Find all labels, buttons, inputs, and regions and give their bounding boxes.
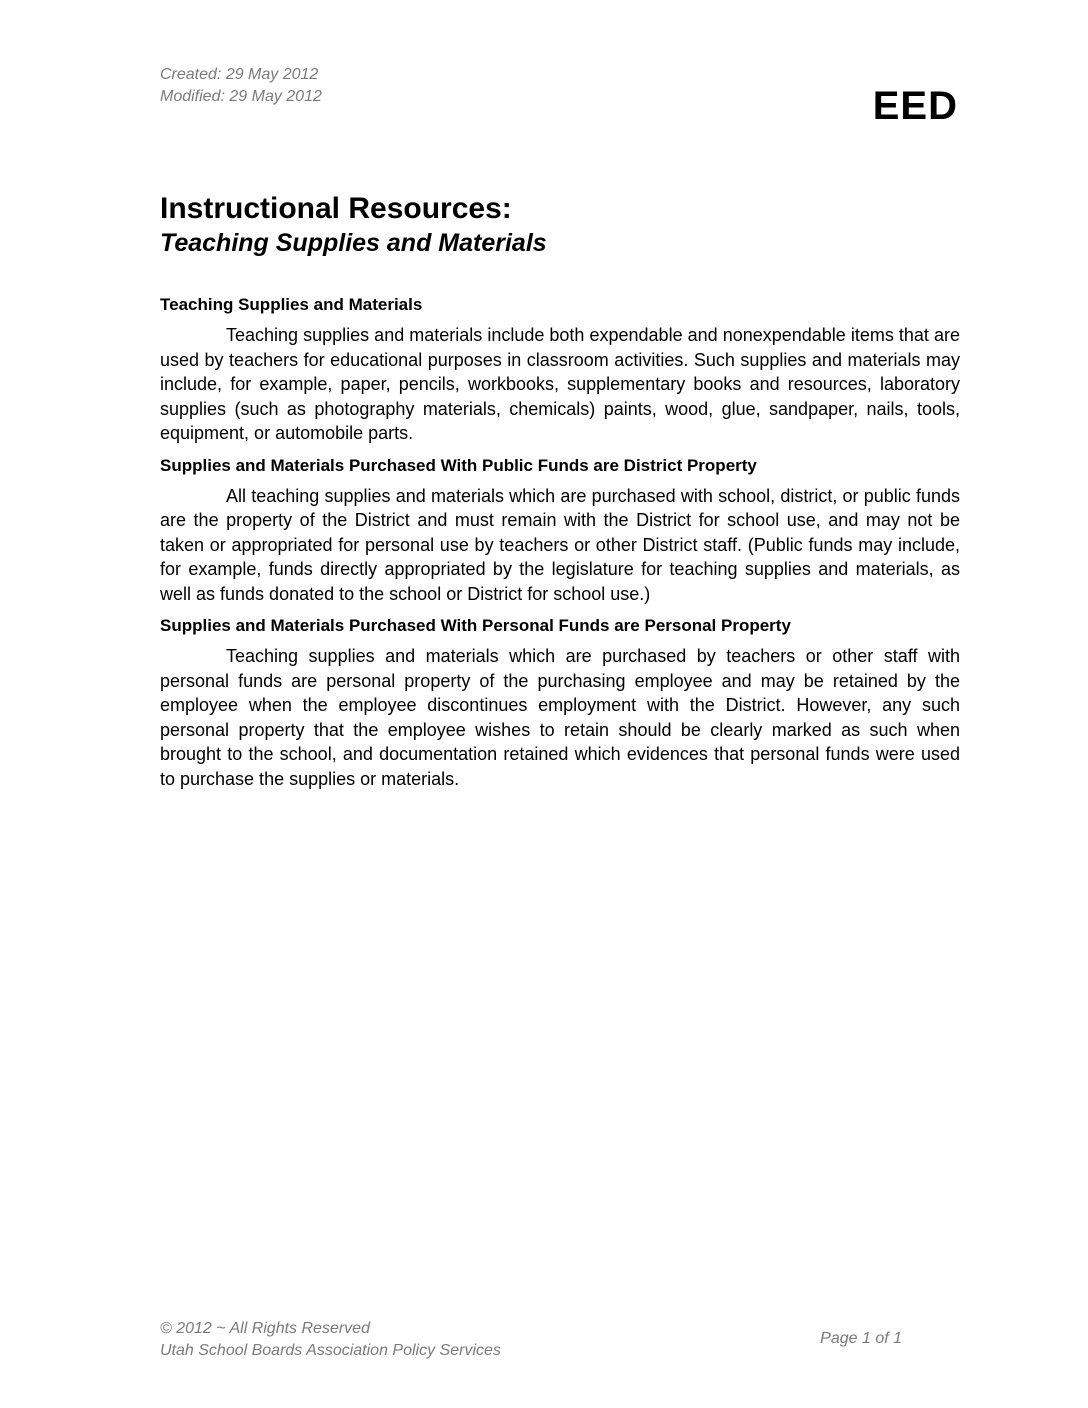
section-paragraph: Teaching supplies and materials include both expendable and nonexpendable items that are used by teachers for educational purposes in classroom activities. Such supplies and materials may include, for example, paper, pencils, workbooks, supplementary books and resources, laboratory supplies (such as photography materials, chemicals) paints, wood, glue, sandpaper, nails, tools, equipment, or automobile parts.: [160, 325, 960, 443]
footer-copyright: © 2012 ~ All Rights Reserved: [160, 1320, 370, 1337]
section-public-funds: [160, 454, 960, 607]
modified-date: Modified: 29 May 2012: [160, 88, 322, 105]
document-title: Instructional Resources:: [160, 192, 512, 225]
footer-credits: [160, 1318, 501, 1362]
document-subtitle: Teaching Supplies and Materials: [160, 229, 547, 257]
created-date: Created: 29 May 2012: [160, 66, 319, 83]
document-title-block: [160, 192, 960, 258]
section-heading: Teaching Supplies and Materials: [160, 295, 423, 314]
section-paragraph: All teaching supplies and materials which are purchased with school, district, or public funds are the property of the District and must remain with the District for school use, and may not be taken or appropriated for personal use by teachers or other District staff. (Public funds may include, for example, funds directly appropriated by the legislature for teaching supplies and materials, as well as funds donated to the school or District for school use.): [160, 485, 960, 604]
section-heading: Supplies and Materials Purchased With Personal Funds are Personal Property: [160, 616, 791, 635]
page-number: Page 1 of 1: [820, 1330, 902, 1347]
policy-code: EED: [872, 84, 958, 128]
document-body: [160, 293, 960, 799]
footer-organization: Utah School Boards Association Policy Services: [160, 1342, 501, 1359]
section-heading: Supplies and Materials Purchased With Public Funds are District Property: [160, 455, 757, 475]
section-paragraph: Teaching supplies and materials which are purchased by teachers or other staff with personal funds are personal property of the purchasing employee and may be retained by the employee when the employee discontinues employment with the District. However, any such personal property that the employee wishes to retain should be clearly marked as such when brought to the school, and documentation retained which evidences that personal funds were used to purchase the supplies or materials.: [160, 646, 960, 789]
section-personal-funds: [160, 614, 960, 791]
section-teaching-supplies: [160, 293, 960, 446]
document-dates: [160, 64, 322, 108]
